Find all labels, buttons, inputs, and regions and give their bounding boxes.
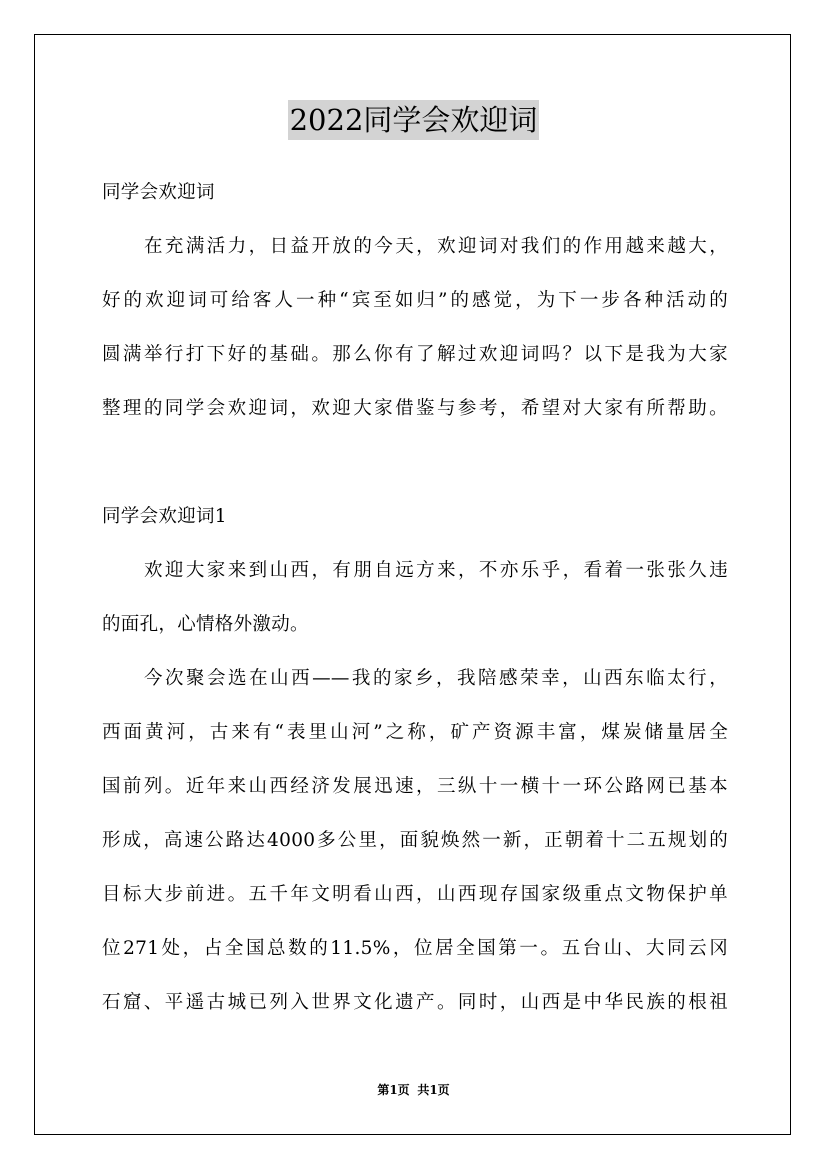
paragraph-line: 形成，高速公路达4000多公里，面貌焕然一新，正朝着十二五规划的 (102, 830, 728, 851)
paragraph-line: 石窟、平遥古城已列入世界文化遗产。同时，山西是中华民族的根祖 (102, 992, 728, 1013)
paragraph-line: 圆满举行打下好的基础。那么你有了解过欢迎词吗？以下是我为大家 (102, 344, 728, 365)
document-title: 2022同学会欢迎词 (288, 100, 540, 140)
section-heading: 同学会欢迎词1 (102, 506, 227, 527)
paragraph-line: 整理的同学会欢迎词，欢迎大家借鉴与参考，希望对大家有所帮助。 (102, 398, 728, 419)
paragraph-line: 在充满活力，日益开放的今天，欢迎词对我们的作用越来越大， (144, 236, 728, 257)
paragraph-line: 欢迎大家来到山西，有朋自远方来，不亦乐乎，看着一张张久违 (144, 560, 728, 581)
page-total: 共1页 (417, 1083, 450, 1097)
paragraph-line: 位271处，占全国总数的11.5%，位居全国第一。五台山、大同云冈 (102, 938, 728, 959)
blank-line (102, 445, 728, 499)
paragraph-line: 今次聚会选在山西——我的家乡，我陪感荣幸，山西东临太行， (144, 668, 728, 689)
paragraph-line: 国前列。近年来山西经济发展迅速，三纵十一横十一环公路网已基本 (102, 776, 728, 797)
paragraph-line: 好的欢迎词可给客人一种“宾至如归”的感觉，为下一步各种活动的 (102, 290, 728, 311)
paragraph-line: 西面黄河，古来有“表里山河”之称，矿产资源丰富，煤炭储量居全 (102, 722, 728, 743)
title-container (0, 100, 827, 140)
page-footer (0, 1082, 827, 1098)
page-number: 第1页 (377, 1083, 410, 1097)
section-heading: 同学会欢迎词 (102, 182, 215, 203)
document-body (102, 175, 728, 1039)
paragraph-line: 的面孔，心情格外激动。 (102, 614, 309, 635)
paragraph-line: 目标大步前进。五千年文明看山西，山西现存国家级重点文物保护单 (102, 884, 728, 905)
